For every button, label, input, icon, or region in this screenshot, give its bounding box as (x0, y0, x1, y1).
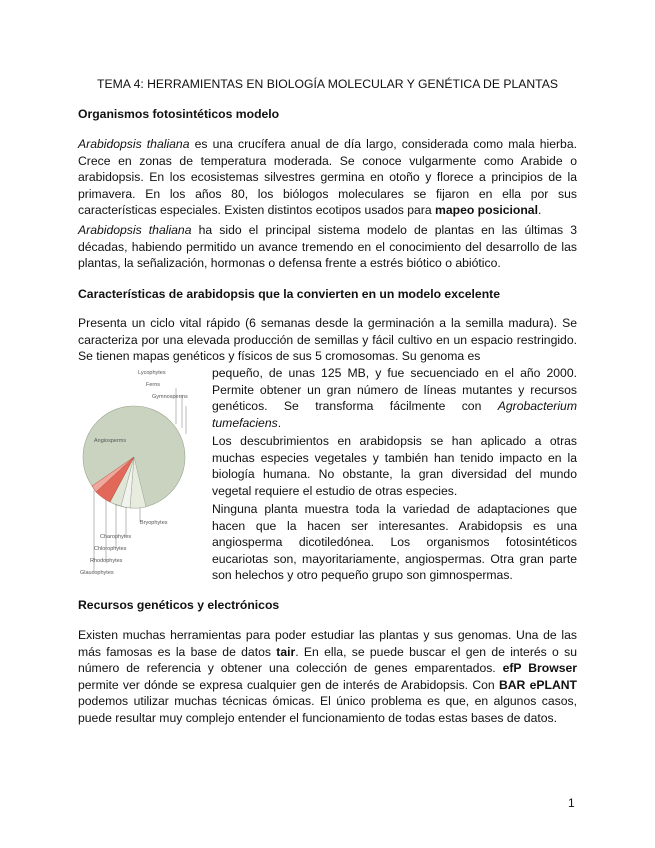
paragraph-adaptaciones: Ninguna planta muestra toda la variedad de adaptaciones que hacen que la hacen ser interesantes. Arabidopsis es una angiosperma dicotiledónea. Los organismos fotosintéticos eucariotas son, mayoritariamente, angiospermas. Otra gran parte son helechos y otro pequeño grupo son gimnospermas. (212, 502, 577, 583)
page-title: TEMA 4: HERRAMIENTAS EN BIOLOGÍA MOLECULAR Y GENÉTICA DE PLANTAS (97, 77, 558, 91)
section-heading-organismos: Organismos fotosintéticos modelo (78, 107, 280, 121)
species-name: Agrobacterium tumefaciens (212, 399, 577, 430)
bold-term-mapeo: mapeo posicional (435, 203, 538, 218)
paragraph-recursos: Existen muchas herramientas para poder estudiar las plantas y sus genomas. Una de las más famosas es la base de datos tair. En ella, se puede buscar el gen de interés o su número de referencia y obtener una colección de genes emparentados. efP Browser permite ver dónde se expresa cualquier gen de interés de Arabidopsis. Con BAR ePLANT podemos utilizar muchas técnicas ómicas. El único problema es que, en algunos casos, puede resultar muy complejo entender el funcionamiento de todas estas bases de datos. (78, 628, 577, 725)
paragraph-descubrimientos: Los descubrimientos en arabidopsis se han aplicado a otras muchas especies vegetales y también han tenido impacto en la biología humana. No obstante, la gran diversidad del mundo vegetal requiere el estudio de otras especies. (212, 434, 577, 498)
label-gymnosperms: Gymnosperms (152, 394, 188, 400)
label-lycophytes: Lycophytes (138, 370, 166, 376)
label-chlorophytes: Chlorophytes (94, 546, 127, 552)
bold-term-bar-eplant: BAR ePLANT (498, 677, 577, 692)
plant-diversity-figure (78, 362, 208, 584)
label-bryophytes: Bryophytes (140, 520, 168, 526)
section-heading-recursos: Recursos genéticos y electrónicos (78, 598, 280, 612)
section-heading-caracteristicas: Características de arabidopsis que la convierten en un modelo excelente (78, 287, 500, 301)
label-ferns: Ferns (146, 382, 161, 388)
label-glaucophytes: Glaucophytes (80, 570, 114, 576)
label-angiosperms: Angiosperms (94, 438, 127, 444)
paragraph-ciclo-vital: Presenta un ciclo vital rápido (6 semanas desde la germinación a la semilla madura). Se caracteriza por una elevada producción de semillas y fácil cultivo en un espacio restringido. Se tienen mapas genéticos y físicos de sus 5 cromosomas. Su genoma es (78, 316, 577, 364)
label-rhodophytes: Rhodophytes (90, 558, 123, 564)
species-name: Arabidopsis thaliana (78, 223, 192, 237)
label-charophytes: Charophytes (100, 534, 132, 540)
bold-term-tair: tair (276, 644, 296, 659)
page-number: 1 (568, 796, 575, 810)
paragraph-arabidopsis-model: Arabidopsis thaliana ha sido el principal sistema modelo de plantas en las últimas 3 décadas, habiendo permitido un avance tremendo en el conocimiento del desarrollo de las plantas, la señalización, hormonas o defensa frente a estrés biótico o abiótico. (78, 223, 577, 271)
bold-term-efp-browser: efP Browser (502, 661, 577, 676)
paragraph-genoma: pequeño, de unas 125 MB, y fue secuenciado en el año 2000. Permite obtener un gran número de líneas mutantes y recursos genéticos. Se transforma fácilmente con Agrobacterium tumefaciens. (212, 366, 577, 430)
species-name: Arabidopsis thaliana (78, 137, 190, 151)
plant-diversity-pie-svg (78, 362, 208, 584)
paragraph-arabidopsis-intro: Arabidopsis thaliana es una crucífera anual de día largo, considerada como mala hierba. Crece en zonas de temperatura moderada. Se conoce vulgarmente como Arabide o arabidopsis. En los ecosistemas silvestres germina en otoño y florece a principios de la primavera. En los años 80, los biólogos moleculares se fijaron en ella por sus características especiales. Existen distintos ecotipos usados para mapeo posicional. (78, 137, 577, 218)
